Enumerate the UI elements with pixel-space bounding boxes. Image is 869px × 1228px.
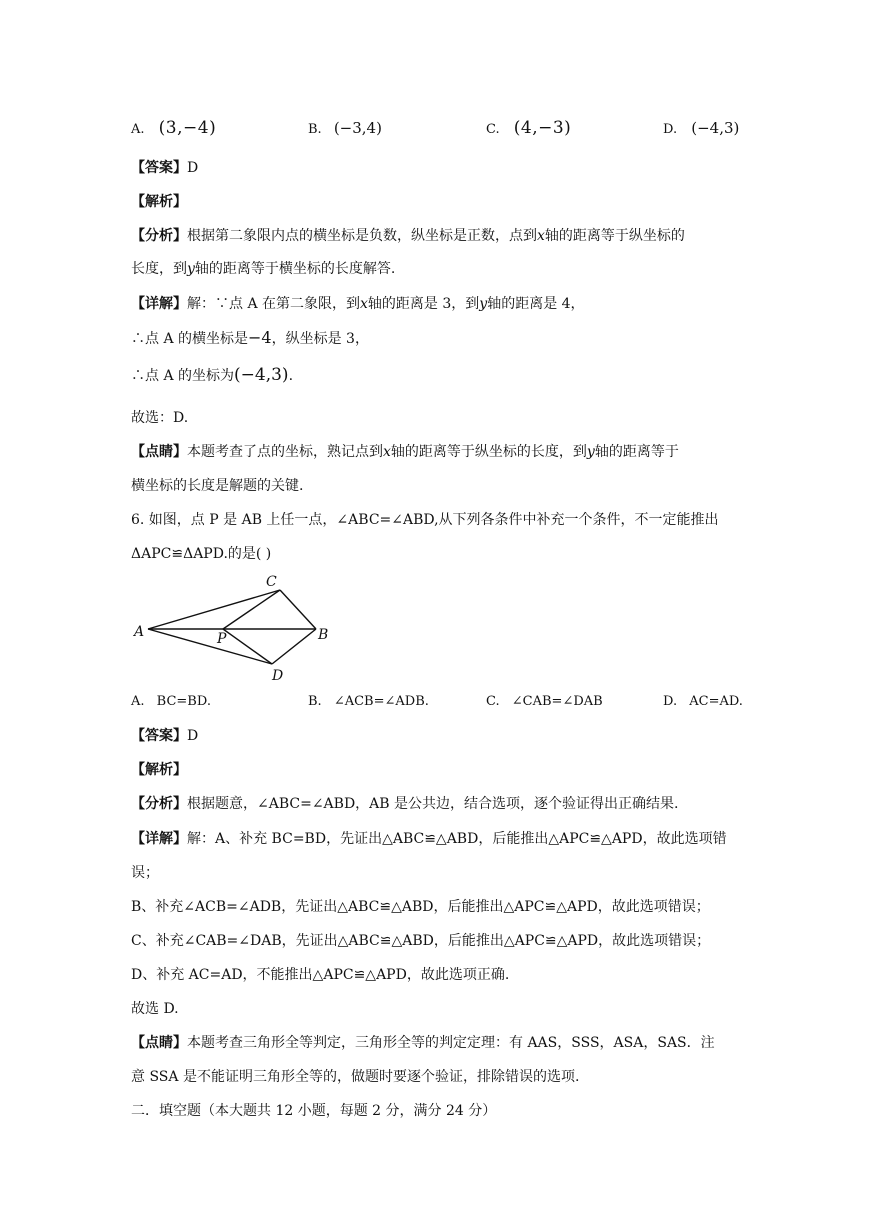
q6-geometry-figure <box>130 570 340 685</box>
option-letter: B. <box>308 122 322 137</box>
q6-detail-line1 <box>131 829 727 849</box>
q6-answer <box>131 726 198 746</box>
text: ，纵坐标是 3， <box>271 331 369 347</box>
text: 轴的距离等于横坐标的长度解答. <box>194 261 396 277</box>
q6-stem-line2 <box>131 544 271 564</box>
var-y: y <box>479 296 488 312</box>
q6-option-a <box>131 690 211 714</box>
label-b: B <box>318 627 329 643</box>
text: 轴的距离是 4， <box>487 296 585 312</box>
section-heading-fill-in <box>131 1101 496 1121</box>
q6-choose <box>131 999 179 1019</box>
var-y: y <box>187 261 195 277</box>
q5-options <box>131 116 771 140</box>
text: 意 SSA 是不能证明三角形全等的，做题时要逐个验证，排除错误的选项. <box>131 1069 580 1085</box>
q5-fenxi-line2 <box>131 259 395 279</box>
detail-tag: 【详解】 <box>131 296 187 312</box>
q5-dianjing-line2 <box>131 476 303 496</box>
text: 轴的距离等于纵坐标的 <box>544 228 685 244</box>
option-letter: C. <box>486 122 500 137</box>
option-letter: A. <box>131 694 145 709</box>
fenxi-tag: 【分析】 <box>131 796 187 812</box>
option-value: (−3,4) <box>333 119 382 137</box>
q6-analysis-heading <box>131 760 187 780</box>
q6-detail-line3 <box>131 931 710 951</box>
text: 轴的距离等于纵坐标的长度，到 <box>390 444 587 460</box>
answer-tag: 【答案】 <box>131 728 187 744</box>
q6-detail-line1b <box>131 863 159 883</box>
label-d: D <box>272 668 284 684</box>
q6-option-b <box>308 690 429 714</box>
answer-value: D <box>187 728 199 744</box>
analysis-tag: 【解析】 <box>131 762 187 778</box>
detail-tag: 【详解】 <box>131 831 187 847</box>
dianjing-tag: 【点睛】 <box>131 1035 187 1051</box>
text: 轴的距离等于 <box>594 444 679 460</box>
q6-detail-line2 <box>131 897 710 917</box>
fenxi-tag: 【分析】 <box>131 228 187 244</box>
segment-pd <box>223 629 272 664</box>
q5-detail-line1 <box>131 294 585 314</box>
option-value: (3,−4) <box>158 118 217 138</box>
answer-tag: 【答案】 <box>131 160 187 176</box>
var-x: x <box>360 296 368 312</box>
text: 本题考查三角形全等判定，三角形全等的判定定理：有 AAS，SSS，ASA，SAS．注 <box>187 1035 715 1051</box>
segment-db <box>272 629 316 664</box>
option-value: BC=BD. <box>156 694 211 709</box>
q6-fenxi <box>131 794 678 814</box>
q6-dianjing-line1 <box>131 1033 715 1053</box>
text: 本题考查了点的坐标，熟记点到 <box>187 444 383 460</box>
analysis-tag: 【解析】 <box>131 194 187 210</box>
math-value: −4 <box>248 328 272 347</box>
q5-analysis-heading <box>131 192 187 212</box>
text: 6. 如图，点 P 是 AB 上任一点，∠ABC=∠ABD,从下列各条件中补充一个条件，不一定能推出 <box>131 512 719 528</box>
q6-detail-line4 <box>131 965 509 985</box>
q5-option-c <box>486 116 571 142</box>
math-value: (−4,3) <box>234 365 289 385</box>
q5-choose <box>131 408 188 428</box>
q5-fenxi-line1 <box>131 226 685 246</box>
var-y: y <box>586 444 595 460</box>
text: 故选 D. <box>131 1001 179 1017</box>
segment-ad <box>148 629 272 664</box>
text: 横坐标的长度是解题的关键. <box>131 478 304 494</box>
var-x: x <box>537 228 545 244</box>
q5-dianjing-line1 <box>131 442 679 462</box>
text: 长度，到 <box>131 261 187 277</box>
option-value: ∠ACB=∠ADB. <box>333 694 429 709</box>
text: 故选：D. <box>131 410 189 426</box>
dianjing-tag: 【点睛】 <box>131 444 187 460</box>
text: 二．填空题（本大题共 12 小题，每题 2 分，满分 24 分） <box>131 1103 497 1119</box>
q5-option-a <box>131 116 216 142</box>
option-value: (4,−3) <box>513 118 572 138</box>
option-value: AC=AD. <box>689 694 743 709</box>
text: ∴点 A 的坐标为 <box>131 368 235 384</box>
segment-pc <box>223 590 280 629</box>
label-p: P <box>217 631 227 647</box>
var-x: x <box>383 444 391 460</box>
q5-option-d <box>663 116 739 142</box>
q5-answer <box>131 158 198 178</box>
option-value: ∠CAB=∠DAB <box>511 694 603 709</box>
q6-stem-line1 <box>131 510 719 530</box>
q5-detail-line2 <box>131 328 369 349</box>
text: ΔAPC≌ΔAPD.的是( ) <box>131 546 272 562</box>
option-letter: A. <box>131 122 145 137</box>
segment-ac <box>148 590 280 629</box>
text: 轴的距离是 3，到 <box>367 296 480 312</box>
q5-option-b <box>308 116 382 142</box>
option-letter: C. <box>486 694 500 709</box>
segment-cb <box>280 590 316 629</box>
text: 误； <box>131 865 159 881</box>
q6-option-c <box>486 690 603 714</box>
text: 根据第二象限内点的横坐标是负数，纵坐标是正数，点到 <box>187 228 537 244</box>
q6-options <box>131 690 771 714</box>
label-a: A <box>134 624 145 640</box>
option-letter: D. <box>663 694 678 709</box>
q6-dianjing-line2 <box>131 1067 579 1087</box>
text: ∴点 A 的横坐标是 <box>131 331 249 347</box>
q6-option-d <box>663 690 743 714</box>
text: 解：A、补充 BC=BD，先证出△ABC≌△ABD，后能推出△APC≌△APD，故此选项错 <box>187 831 727 847</box>
q5-detail-line3 <box>131 365 293 386</box>
text: C、补充∠CAB=∠DAB，先证出△ABC≌△ABD，后能推出△APC≌△APD，故此选项错误； <box>131 933 711 949</box>
text: . <box>288 368 294 384</box>
option-letter: B. <box>308 694 322 709</box>
option-letter: D. <box>663 122 678 137</box>
option-value: (−4,3) <box>691 119 740 137</box>
text: 根据题意，∠ABC=∠ABD，AB 是公共边，结合选项，逐个验证得出正确结果. <box>187 796 679 812</box>
answer-value: D <box>187 160 199 176</box>
text: 解：∵点 A 在第二象限，到 <box>187 296 361 312</box>
label-c: C <box>266 574 277 590</box>
text: B、补充∠ACB=∠ADB，先证出△ABC≌△ABD，后能推出△APC≌△APD，故此选项错误； <box>131 899 710 915</box>
text: D、补充 AC=AD，不能推出△APC≌△APD，故此选项正确. <box>131 967 510 983</box>
